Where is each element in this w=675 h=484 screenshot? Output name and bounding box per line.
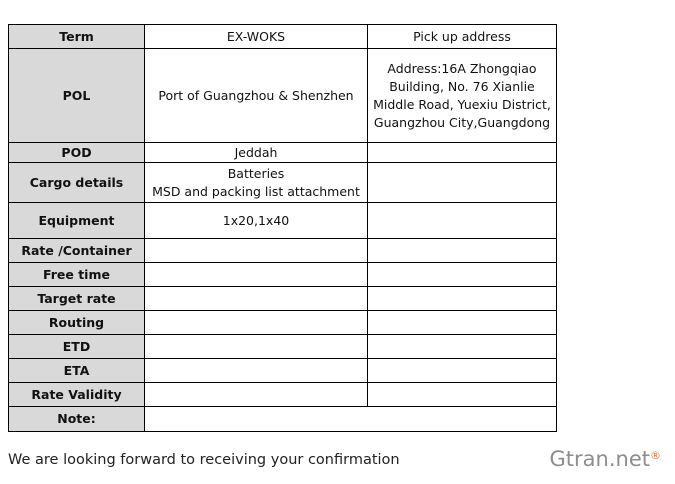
eta-label: ETA <box>9 359 145 383</box>
pickup-address-label: Pick up address <box>368 25 557 49</box>
table-row <box>9 335 557 359</box>
cargo-line-2: MSD and packing list attachment <box>152 183 360 199</box>
table-row <box>9 49 557 143</box>
etd-value <box>145 335 368 359</box>
free-time-value <box>145 263 368 287</box>
closing-text: We are looking forward to receiving your confirmation <box>8 452 400 468</box>
table-row <box>9 287 557 311</box>
routing-extra <box>368 311 557 335</box>
registered-mark-icon: ® <box>650 449 661 462</box>
rate-validity-extra <box>368 383 557 407</box>
term-label: Term <box>9 25 145 49</box>
equipment-value: 1x20,1x40 <box>145 203 368 239</box>
pol-label: POL <box>9 49 145 143</box>
table-row <box>9 359 557 383</box>
cargo-line-1: Batteries <box>227 165 285 181</box>
free-time-extra <box>368 263 557 287</box>
target-rate-extra <box>368 287 557 311</box>
rate-container-value <box>145 239 368 263</box>
table-row <box>9 25 557 49</box>
eta-value <box>145 359 368 383</box>
equipment-label: Equipment <box>9 203 145 239</box>
rate-validity-label: Rate Validity <box>9 383 145 407</box>
pod-value: Jeddah <box>145 143 368 163</box>
cargo-details-label: Cargo details <box>9 163 145 203</box>
equipment-extra <box>368 203 557 239</box>
target-rate-value <box>145 287 368 311</box>
table-row <box>9 203 557 239</box>
table-row <box>9 163 557 203</box>
gtran-watermark <box>550 447 661 471</box>
table-row <box>9 311 557 335</box>
note-label: Note: <box>9 407 145 432</box>
routing-label: Routing <box>9 311 145 335</box>
rate-container-extra <box>368 239 557 263</box>
target-rate-label: Target rate <box>9 287 145 311</box>
etd-extra <box>368 335 557 359</box>
pol-value: Port of Guangzhou & Shenzhen <box>145 49 368 143</box>
cargo-details-extra <box>368 163 557 203</box>
rate-container-label: Rate /Container <box>9 239 145 263</box>
quote-table <box>8 24 557 432</box>
free-time-label: Free time <box>9 263 145 287</box>
pickup-address-value: Address:16A Zhongqiao Building, No. 76 Xianlie Middle Road, Yuexiu District, Guangzhou City,Guangdong <box>368 49 557 143</box>
pod-extra <box>368 143 557 163</box>
etd-label: ETD <box>9 335 145 359</box>
note-value <box>145 407 557 432</box>
watermark-text: Gtran.net <box>549 447 650 471</box>
eta-extra <box>368 359 557 383</box>
table-row <box>9 263 557 287</box>
table-row <box>9 143 557 163</box>
cargo-details-value <box>145 163 368 203</box>
rate-validity-value <box>145 383 368 407</box>
table-row <box>9 383 557 407</box>
routing-value <box>145 311 368 335</box>
table-row <box>9 239 557 263</box>
table-row <box>9 407 557 432</box>
pod-label: POD <box>9 143 145 163</box>
incoterm-value: EX-WOKS <box>145 25 368 49</box>
